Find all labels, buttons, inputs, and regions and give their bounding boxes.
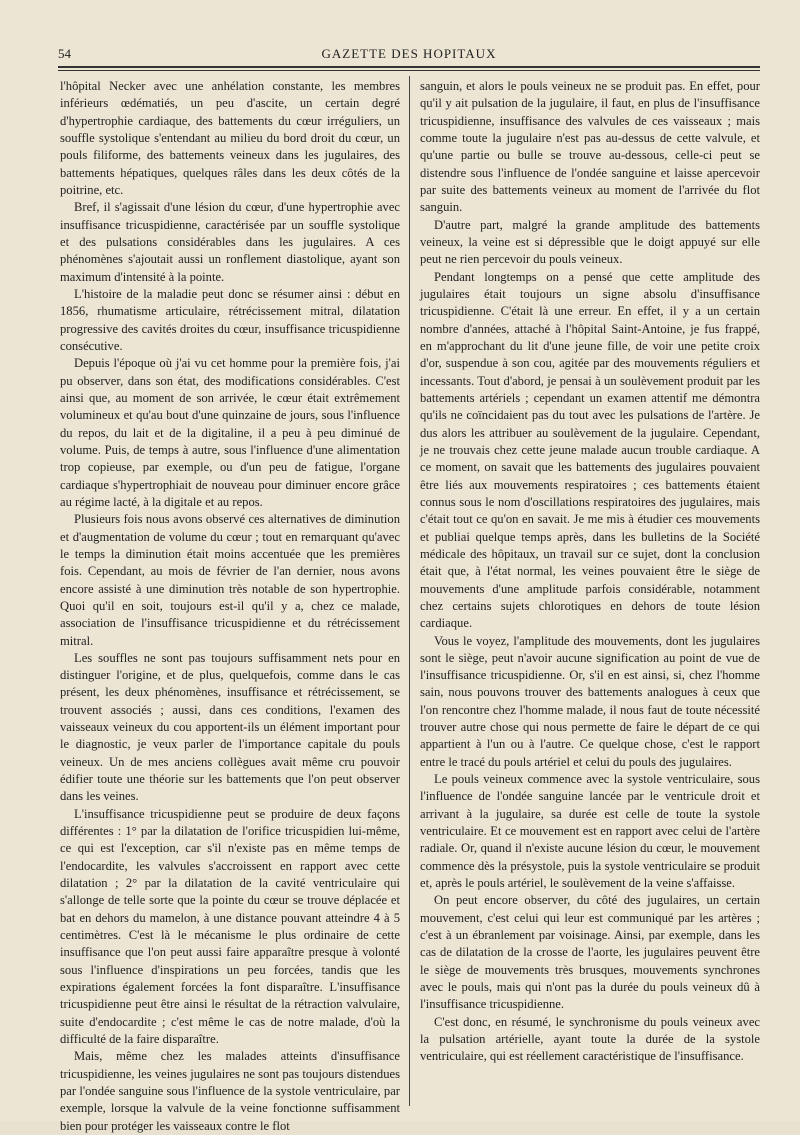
paragraph: Bref, il s'agissait d'une lésion du cœur, d'une hypertrophie avec insuffisance tricuspidienne, caractérisée par un souffle systolique et des pulsations considérables dans les jugulaires. A ces phénomènes s'ajoutait aussi un ronflement diastolique, ayant son maximum d'intensité à la pointe.: [60, 200, 400, 284]
paragraph: Depuis l'époque où j'ai vu cet homme pour la première fois, j'ai pu observer, dans son état, des modifications considérables. C'est ainsi que, au moment de son arrivée, le cœur était extrêmement volumineux et qu'au bout d'une quinzaine de jours, sous l'influence du repos, du lait et de la digitaline, il a peu à peu diminué de volume. Puis, de temps à autre, sous l'influence d'une alimentation trop copieuse, par exemple, ou d'un peu de fatigue, l'organe cardiaque s'hypertrophiait de nouveau pour diminuer encore grâce au régime lacté, à la digitale et au repos.: [60, 356, 400, 509]
paragraph: Mais, même chez les malades atteints d'insuffisance tricuspidienne, les veines jugulaires ne sont pas toujours distendues par l'ondée sanguine sous l'influence de la systole ventriculaire, par exemple, lorsque la valvule de la veine fonctionne suffisamment bien pour protéger les vaisseaux contre le flot: [60, 1049, 400, 1133]
paragraph: D'autre part, malgré la grande amplitude des battements veineux, la veine est si dépressible que le doigt appuyé sur elle peut ne rien percevoir du pouls veineux.: [420, 217, 760, 267]
page-number: 54: [58, 46, 71, 61]
page-header: [58, 44, 760, 64]
paragraph: Vous le voyez, l'amplitude des mouvements, dont les jugulaires sont le siège, peut n'avoir aucune signification au point de vue de l'insuffisance tricuspidienne. Or, s'il en est ainsi, si, chez l'homme sain, nous pouvons trouver des battements analogues à ceux que l'on rencontre chez l'homme malade, il nous faut de toute nécessité trouver autre chose qui nous permette de faire le départ de ce qui appartient à l'un ou à l'autre. Ce quelque chose, c'est le rapport entre le tracé du pouls artériel et celui du pouls des jugulaires.: [420, 633, 760, 769]
paragraph: Le pouls veineux commence avec la systole ventriculaire, sous l'influence de l'ondée sanguine lancée par le ventricule droit et arrivant à la jugulaire, sa durée est celle de toute la systole ventriculaire. Et ce mouvement est en rapport avec celui de l'artère radiale. Or, quand il n'existe aucune lésion du cœur, le mouvement commence dès la présystole, puis la systole ventriculaire se produit et, après le pouls artériel, le soulèvement de la veine s'affaisse.: [420, 772, 760, 891]
page-title: GAZETTE DES HOPITAUX: [321, 46, 497, 61]
paragraph: l'hôpital Necker avec une anhélation constante, les membres inférieurs œdématiés, un peu d'ascite, un certain degré d'hypertrophie cardiaque, des battements du cœur irréguliers, un souffle systolique s'entendant au milieu du bord droit du cœur, un pouls filiforme, des battements veineux dans les jugulaires, des battements hépatiques, quelques râles dans les deux côtés de la poitrine, etc.: [60, 79, 400, 197]
paragraph: C'est donc, en résumé, le synchronisme du pouls veineux avec la pulsation artérielle, ayant toute la durée de la systole ventriculaire, qui est réellement caractéristique de l'insuffisance.: [420, 1014, 760, 1064]
paragraph: L'insuffisance tricuspidienne peut se produire de deux façons différentes : 1° par la dilatation de l'orifice tricuspidien lui-même, ce qui est l'exception, car s'il n'existe pas en même temps de l'endocardite, les valvules s'accroissent en rapport avec cette dilatation ; 2° par la dilatation de la cavité ventriculaire qui s'allonge de telle sorte que la pointe du cœur se trouve déplacée et bat en dehors du mamelon, à une distance pouvant atteindre 4 à 5 centimètres. C'est là le mécanisme le plus ordinaire de cette insuffisance que l'on peut aussi faire apparaître presque à volonté sous l'influence d'inspirations un peu forcées, tandis que les expirations également forcées la font disparaître. L'insuffisance tricuspidienne peut être ainsi le résultat de la rétraction valvulaire, suite d'endocardite ; c'est même le cas de notre malade, d'où la difficulté de la faire disparaître.: [60, 806, 400, 1047]
column-divider: [409, 76, 410, 1106]
header-rule-thick: [58, 66, 760, 68]
header-rule-thin: [58, 70, 760, 71]
paragraph: L'histoire de la maladie peut donc se résumer ainsi : début en 1856, rhumatisme articulaire, rétrécissement mitral, dilatation progressive des cavités droites du cœur, insuffisance tricuspidienne consécutive.: [60, 286, 400, 353]
paragraph: sanguin, et alors le pouls veineux ne se produit pas. En effet, pour qu'il y ait pulsation de la jugulaire, il faut, en plus de l'insuffisance tricuspidienne, insuffisance des valvules de ces vaisseaux ; mais comme toute la jugulaire n'est pas au-dessus de cette valvule, et qu'une partie ou bulle se trouve au-dessous, celle-ci peut se distendre sous l'influence de l'ondée sanguine et laisse apercevoir par suite des battements veineux au moment de l'arrivée du flot sanguin.: [420, 79, 760, 215]
left-column: [60, 78, 400, 1135]
paragraph: On peut encore observer, du côté des jugulaires, un certain mouvement, c'est celui qui leur est communiqué par les artères ; c'est à un ébranlement par voisinage. Ainsi, par exemple, dans les cas de dilatation de la crosse de l'aorte, les jugulaires peuvent être le siège de mouvements très brusques, mouvements synchrones avec le pouls, mais qui n'ont pas la durée du pouls veineux dû à l'insuffisance tricuspidienne.: [420, 893, 760, 1012]
right-column: [420, 78, 760, 1066]
paragraph: Pendant longtemps on a pensé que cette amplitude des jugulaires était toujours un signe absolu d'insuffisance tricuspidienne. C'était là une erreur. En effet, il y a un certain nombre d'années, attaché à l'hôpital Saint-Antoine, je fus frappé, en m'approchant du lit d'une jeune fille, de voir une petite croix d'or, suspendue à son cou, agitée par des mouvements réguliers et incessants. Tout d'abord, je pensai à un soulèvement produit par les battements artériels ; cependant un examen attentif me démontra qu'ils ne coïncidaient pas du tout avec les pulsations de l'artère. Je dus alors les attribuer au soulèvement de la jugulaire. Cependant, je ne trouvais chez cette jeune malade aucun trouble cardiaque. A ce moment, on savait que les battements des jugulaires pouvaient être liés aux mouvements respiratoires ; ces battements étaient connus sous le nom d'oscillations respiratoires des jugulaires, mais c'était tout ce qu'on en savait. Je me mis à étudier ces mouvements et publiai quelque temps après, dans les bulletins de la Société médicale des hôpitaux, un travail sur ce sujet, dont la conclusion était que, à l'état normal, les veines pouvaient être le siège de mouvements d'une amplitude parfois considérable, notamment chez certains sujets chlorotiques en dehors de toute lésion cardiaque.: [420, 269, 760, 631]
paragraph: Les souffles ne sont pas toujours suffisamment nets pour en distinguer l'origine, et de plus, quelquefois, comme dans le cas présent, les deux phénomènes, insuffisance et rétrécissement, se trouvent associés ; aussi, dans ces conditions, l'examen des vaisseaux veineux du cou apportent-ils un élément important pour le diagnostic, je veux parler de l'importance capitale du pouls veineux. Un de mes anciens collègues avait même cru pouvoir édifier toute une théorie sur les battements que l'on peut observer dans les veines.: [60, 650, 400, 804]
paragraph: Plusieurs fois nous avons observé ces alternatives de diminution et d'augmentation de volume du cœur ; tout en remarquant qu'avec le temps la diminution était moins accentuée que les premières fois. Cependant, au mois de février de l'an dernier, nous avons encore assisté à une diminution très notable de son hypertrophie. Quoi qu'il en soit, toujours est-il qu'il y a, chez ce malade, association de l'insuffisance tricuspidienne et du rétrécissement mitral.: [60, 512, 400, 648]
